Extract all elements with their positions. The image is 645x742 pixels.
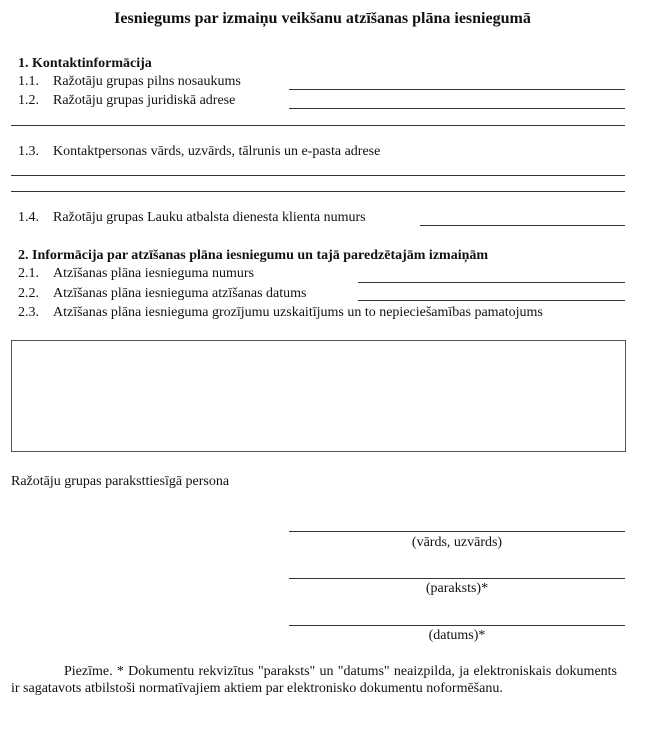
plan-number-field[interactable]	[358, 282, 625, 283]
item-label: Ražotāju grupas pilns nosaukums	[53, 74, 241, 89]
item-1-3	[0, 144, 645, 162]
item-number: 2.3.	[18, 305, 39, 320]
legal-address-field[interactable]	[289, 108, 625, 109]
signatory-name-field[interactable]	[289, 531, 625, 532]
item-number: 2.1.	[18, 266, 39, 281]
signature-field[interactable]	[289, 578, 625, 579]
document-title: Iesniegums par izmaiņu veikšanu atzīšanas plāna iesniegumā	[114, 10, 531, 27]
full-name-field[interactable]	[289, 89, 625, 90]
contact-person-field[interactable]	[11, 175, 625, 176]
recognition-date-field[interactable]	[358, 300, 625, 301]
item-number: 1.1.	[18, 74, 39, 89]
item-label: Kontaktpersonas vārds, uzvārds, tālrunis un e-pasta adrese	[53, 144, 381, 159]
item-number: 2.2.	[18, 286, 39, 301]
signature-caption: (paraksts)*	[425, 581, 489, 596]
section1-heading: 1. Kontaktinformācija	[18, 56, 152, 71]
legal-address-field-line-2[interactable]	[11, 125, 625, 126]
date-field[interactable]	[289, 625, 625, 626]
contact-person-field-line-2[interactable]	[11, 191, 625, 192]
client-number-field[interactable]	[420, 225, 625, 226]
date-caption: (datums)*	[428, 628, 486, 643]
name-caption: (vārds, uzvārds)	[411, 535, 503, 550]
item-label: Ražotāju grupas juridiskā adrese	[53, 93, 236, 108]
item-label: Atzīšanas plāna iesnieguma atzīšanas datums	[53, 286, 307, 301]
amendments-text-area[interactable]	[11, 340, 626, 452]
item-2-3	[0, 305, 645, 323]
item-number: 1.2.	[18, 93, 39, 108]
item-label: Ražotāju grupas Lauku atbalsta dienesta klienta numurs	[53, 210, 366, 225]
signatory-heading: Ražotāju grupas paraksttiesīgā persona	[11, 474, 230, 489]
item-2-2	[0, 286, 645, 304]
item-number: 1.3.	[18, 144, 39, 159]
section2-heading: 2. Informācija par atzīšanas plāna iesniegumu un tajā paredzētajām izmaiņām	[18, 248, 489, 263]
item-label: Atzīšanas plāna iesnieguma grozījumu uzskaitījums un to nepieciešamības pamatojums	[53, 305, 543, 320]
footnote: Piezīme. * Dokumentu rekvizītus "paraksts" un "datums" neaizpilda, ja elektroniskais dokuments ir sagatavots atbilstoši normatīvajiem aktiem par elektronisko dokumentu noformēšanu.	[11, 664, 617, 696]
item-label: Atzīšanas plāna iesnieguma numurs	[53, 266, 255, 281]
item-number: 1.4.	[18, 210, 39, 225]
